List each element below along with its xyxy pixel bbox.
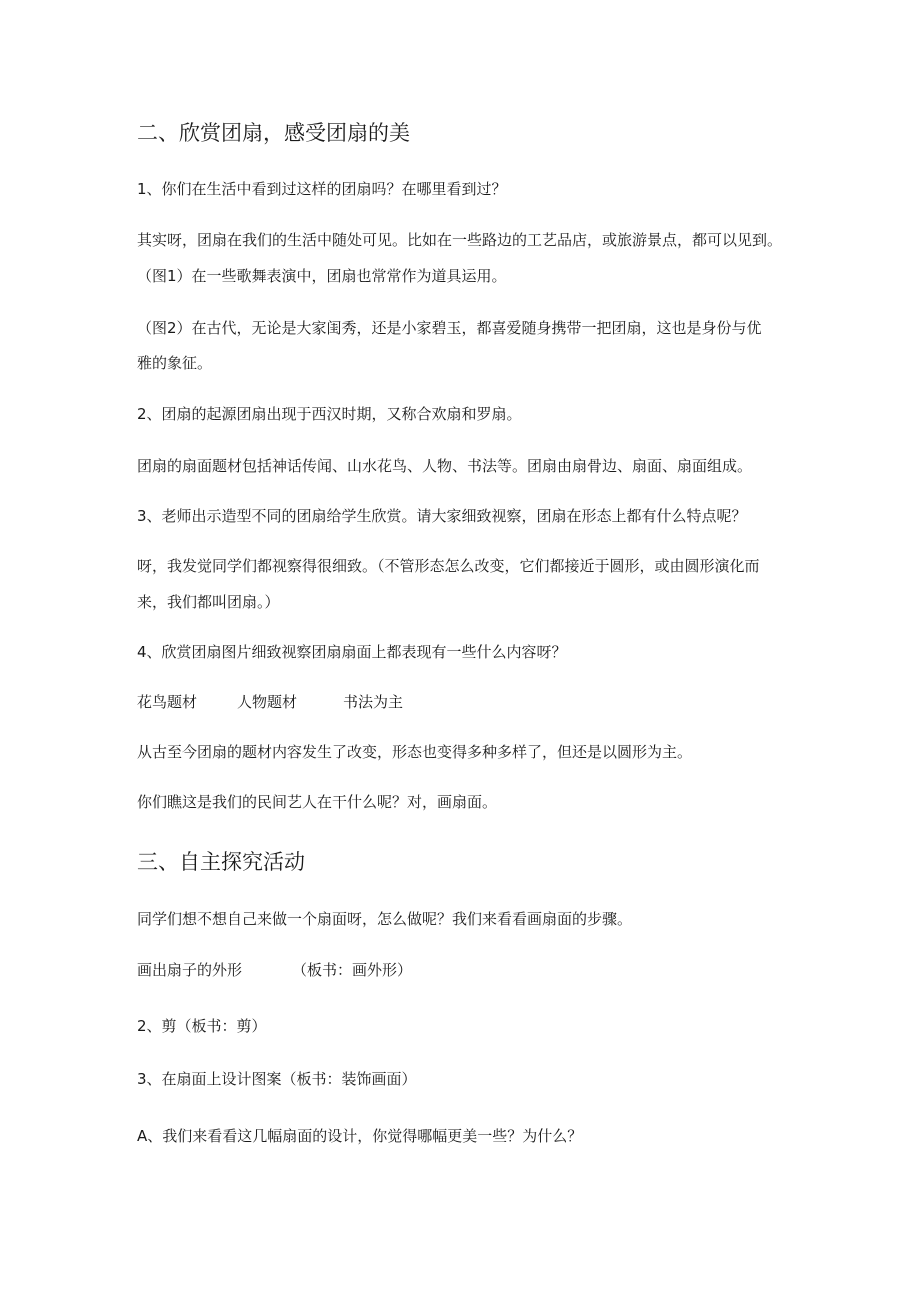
section-heading-appreciate: 二、欣赏团扇，感受团扇的美 [137, 121, 410, 145]
step-2: 2、剪（板书：剪） [137, 1017, 267, 1035]
topic-calligraphy: 书法为主 [343, 693, 404, 711]
paragraph-3: 团扇的扇面题材包括神话传闻、山水花鸟、人物、书法等。团扇由扇骨边、扇面、扇面组成。 [137, 457, 753, 475]
question-2: 2、团扇的起源团扇出现于西汉时期，又称合欢扇和罗扇。 [137, 405, 522, 423]
question-a: A、我们来看看这几幅扇面的设计，你觉得哪幅更美一些？为什么？ [137, 1127, 583, 1145]
section-heading-explore: 三、自主探究活动 [137, 850, 305, 874]
paragraph-5: 从古至今团扇的题材内容发生了改变，形态也变得多种多样了，但还是以圆形为主。 [137, 743, 693, 761]
paragraph-4-line-2: 来，我们都叫团扇。） [137, 593, 280, 611]
paragraph-1-line-2: （图1）在一些歌舞表演中，团扇也常常作为道具运用。 [137, 267, 507, 285]
paragraph-7: 同学们想不想自己来做一个扇面呀，怎么做呢？我们来看看画扇面的步骤。 [137, 910, 633, 928]
question-1: 1、你们在生活中看到过这样的团扇吗？在哪里看到过？ [137, 180, 507, 198]
paragraph-2-line-2: 雅的象征。 [137, 354, 213, 372]
step-3: 3、在扇面上设计图案（板书：装饰画面） [137, 1070, 417, 1088]
paragraph-2-line-1: （图2）在古代，无论是大家闺秀，还是小家碧玉，都喜爱随身携带一把团扇，这也是身份与优 [137, 319, 762, 337]
paragraph-4-line-1: 呀，我发觉同学们都视察得很细致。（不管形态怎么改变，它们都接近于圆形，或由圆形演化而 [137, 557, 760, 575]
topic-list [137, 692, 403, 712]
paragraph-6: 你们瞧这是我们的民间艺人在干什么呢？对，画扇面。 [137, 793, 498, 811]
topic-flowers-birds: 花鸟题材 [137, 693, 198, 711]
paragraph-1-line-1: 其实呀，团扇在我们的生活中随处可见。比如在一些路边的工艺品店，或旅游景点，都可以见到。 [137, 231, 783, 249]
step-1 [137, 960, 412, 980]
topic-figures: 人物题材 [237, 693, 298, 711]
step-1-text: 画出扇子的外形 [137, 961, 243, 979]
step-1-board-note: （板书：画外形） [292, 961, 413, 979]
question-4: 4、欣赏团扇图片细致视察团扇扇面上都表现有一些什么内容呀？ [137, 643, 567, 661]
question-3: 3、老师出示造型不同的团扇给学生欣赏。请大家细致视察，团扇在形态上都有什么特点呢？ [137, 507, 747, 525]
